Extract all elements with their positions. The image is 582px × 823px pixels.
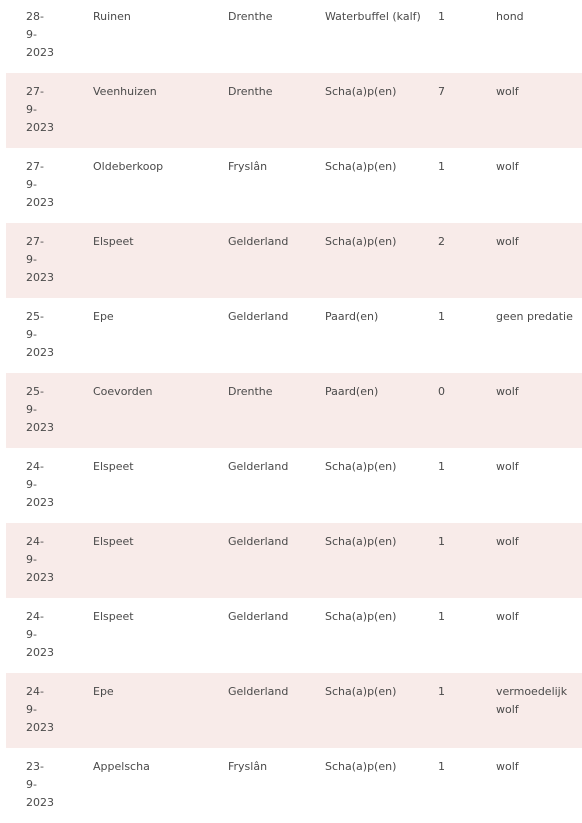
date-part: 9- [26, 253, 37, 266]
date-part: 27- [26, 85, 44, 98]
cell-predator: wolf [496, 235, 519, 248]
cell-count: 0 [438, 385, 445, 398]
table-row [6, 673, 582, 748]
table-row [6, 223, 582, 298]
cell-date [26, 533, 56, 587]
date-part: 2023 [26, 271, 54, 284]
cell-count: 1 [438, 610, 445, 623]
cell-count: 7 [438, 85, 445, 98]
cell-animal: Scha(a)p(en) [325, 610, 397, 623]
date-part: 9- [26, 703, 37, 716]
cell-province: Fryslân [228, 160, 268, 173]
cell-place: Appelscha [93, 760, 150, 773]
date-part: 2023 [26, 646, 54, 659]
cell-predator: hond [496, 10, 524, 23]
cell-province: Drenthe [228, 385, 273, 398]
cell-count: 1 [438, 685, 445, 698]
table-row [6, 748, 582, 823]
cell-predator: wolf [496, 760, 519, 773]
cell-predator: wolf [496, 535, 519, 548]
cell-place: Epe [93, 685, 114, 698]
cell-count: 1 [438, 535, 445, 548]
cell-province: Gelderland [228, 610, 289, 623]
cell-place: Elspeet [93, 460, 134, 473]
cell-predator: wolf [496, 460, 519, 473]
cell-province: Gelderland [228, 235, 289, 248]
date-part: 9- [26, 553, 37, 566]
date-part: 28- [26, 10, 44, 23]
table-row [6, 73, 582, 148]
date-part: 27- [26, 235, 44, 248]
date-part: 9- [26, 628, 37, 641]
cell-predator: wolf [496, 610, 519, 623]
cell-date [26, 83, 56, 137]
date-part: 9- [26, 28, 37, 41]
cell-date [26, 383, 56, 437]
cell-animal: Scha(a)p(en) [325, 535, 397, 548]
date-part: 9- [26, 478, 37, 491]
cell-province: Drenthe [228, 10, 273, 23]
date-part: 2023 [26, 496, 54, 509]
date-part: 2023 [26, 421, 54, 434]
cell-date [26, 308, 56, 362]
cell-date [26, 158, 56, 212]
date-part: 24- [26, 535, 44, 548]
date-part: 2023 [26, 796, 54, 809]
cell-province: Gelderland [228, 685, 289, 698]
cell-predator: geen predatie [496, 310, 573, 323]
cell-animal: Scha(a)p(en) [325, 160, 397, 173]
date-part: 24- [26, 685, 44, 698]
date-part: 2023 [26, 196, 54, 209]
cell-animal: Waterbuffel (kalf) [325, 10, 421, 23]
cell-place: Elspeet [93, 235, 134, 248]
cell-province: Gelderland [228, 535, 289, 548]
cell-count: 1 [438, 160, 445, 173]
cell-predator: wolf [496, 160, 519, 173]
cell-date [26, 683, 56, 737]
cell-date [26, 758, 56, 812]
table-row [6, 298, 582, 373]
date-part: 24- [26, 460, 44, 473]
date-part: 2023 [26, 121, 54, 134]
table-row [6, 148, 582, 223]
date-part: 23- [26, 760, 44, 773]
cell-place: Coevorden [93, 385, 153, 398]
cell-province: Gelderland [228, 310, 289, 323]
cell-animal: Paard(en) [325, 310, 379, 323]
date-part: 2023 [26, 46, 54, 59]
cell-animal: Scha(a)p(en) [325, 85, 397, 98]
date-part: 9- [26, 328, 37, 341]
date-part: 25- [26, 310, 44, 323]
cell-animal: Paard(en) [325, 385, 379, 398]
date-part: 2023 [26, 721, 54, 734]
table-row [6, 373, 582, 448]
cell-count: 1 [438, 760, 445, 773]
cell-place: Oldeberkoop [93, 160, 164, 173]
cell-place: Veenhuizen [93, 85, 157, 98]
cell-predator: vermoedelijk wolf [496, 685, 568, 716]
cell-count: 2 [438, 235, 445, 248]
cell-predator: wolf [496, 85, 519, 98]
cell-place: Epe [93, 310, 114, 323]
cell-province: Fryslân [228, 760, 268, 773]
table-row [6, 0, 582, 73]
table-row [6, 448, 582, 523]
cell-date [26, 8, 56, 62]
date-part: 2023 [26, 346, 54, 359]
date-part: 24- [26, 610, 44, 623]
incident-table [6, 0, 582, 823]
cell-place: Elspeet [93, 610, 134, 623]
cell-date [26, 608, 56, 662]
cell-animal: Scha(a)p(en) [325, 235, 397, 248]
date-part: 9- [26, 178, 37, 191]
date-part: 25- [26, 385, 44, 398]
cell-date [26, 458, 56, 512]
date-part: 9- [26, 103, 37, 116]
cell-animal: Scha(a)p(en) [325, 760, 397, 773]
table-row [6, 523, 582, 598]
cell-animal: Scha(a)p(en) [325, 685, 397, 698]
cell-animal: Scha(a)p(en) [325, 460, 397, 473]
cell-count: 1 [438, 10, 445, 23]
date-part: 9- [26, 403, 37, 416]
cell-count: 1 [438, 310, 445, 323]
cell-province: Gelderland [228, 460, 289, 473]
date-part: 2023 [26, 571, 54, 584]
table-row [6, 598, 582, 673]
cell-date [26, 233, 56, 287]
cell-predator: wolf [496, 385, 519, 398]
cell-count: 1 [438, 460, 445, 473]
date-part: 27- [26, 160, 44, 173]
date-part: 9- [26, 778, 37, 791]
cell-province: Drenthe [228, 85, 273, 98]
cell-place: Ruinen [93, 10, 131, 23]
cell-place: Elspeet [93, 535, 134, 548]
